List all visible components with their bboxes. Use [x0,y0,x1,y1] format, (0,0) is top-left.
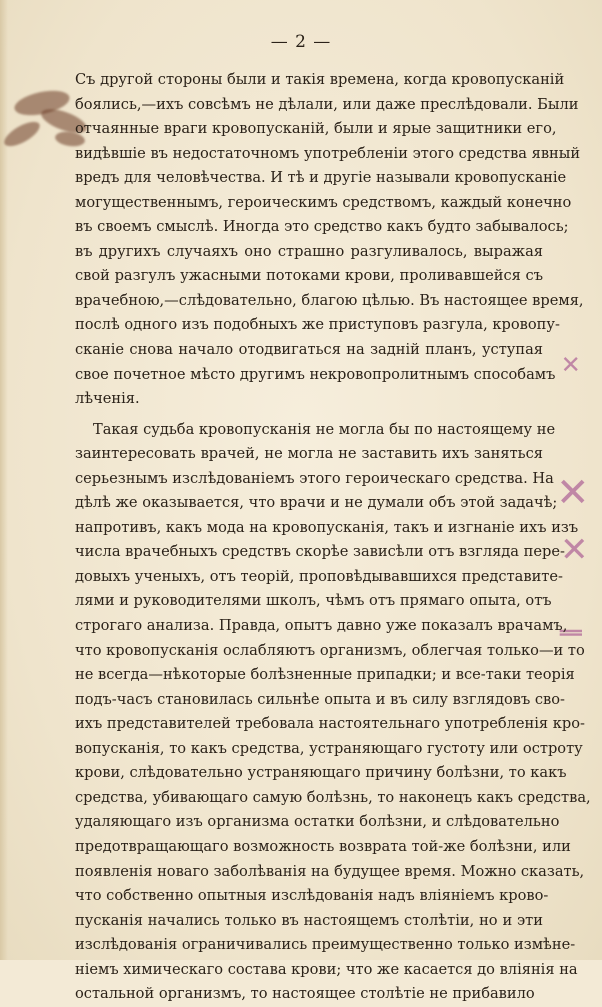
text-line: изслѣдованія ограничивались преимущественно только измѣне- [75,936,576,954]
text-line: свое почетное мѣсто другимъ некровопролитнымъ способамъ [75,365,556,383]
text-line: въ другихъ случаяхъ оно страшно разгуливалось, выражая [75,242,543,260]
text-line: Съ другой стороны были и такія времена, когда кровопусканій [75,71,565,88]
text-line: заинтересовать врачей, не могла не заставить ихъ заняться [75,445,543,463]
text-line: что собственно опытныя изслѣдованія надъ вліяніемъ крово- [75,887,549,905]
text-line: ніемъ химическаго состава крови; что же касается до вліянія на [75,960,578,978]
text-line: подъ-часъ становилась сильнѣе опыта и въ силу взглядовъ сво- [75,690,565,708]
text-line: числа врачебныхъ средствъ скорѣе зависѣли отъ взгляда пере- [75,543,565,561]
text-line: не всегда—нѣкоторые болѣзненные припадки; и все-таки теорія [75,666,575,684]
text-line: крови, слѣдовательно устраняющаго причину болѣзни, то какъ [75,764,567,782]
text-line: могущественнымъ, героическимъ средствомъ, каждый конечно [75,193,572,211]
text-line: предотвращающаго возможность возврата той-же болѣзни, или [75,837,571,855]
text-line: врачебною,—слѣдовательно, благою цѣлью. Въ настоящее время, [75,291,584,309]
text-line: свой разгулъ ужасными потоками крови, проливавшейся съ [75,267,543,285]
text-line: вопусканія, то какъ средства, устраняющаго густоту или остроту [75,739,583,757]
text-line: въ своемъ смыслѣ. Иногда это средство какъ будто забывалось; [75,218,569,236]
text-line: остальной организмъ, то настоящее столѣтіе не прибавило [75,985,535,1003]
text-line: появленія новаго заболѣванія на будущее время. Можно сказать, [75,862,585,880]
text-line: довыхъ ученыхъ, отъ теорій, проповѣдывавшихся представите- [75,567,563,585]
margin-ink-mark: ‖ [559,627,584,638]
page-number: — 2 — [270,32,332,52]
text-line: строгаго анализа. Правда, опытъ давно уже показалъ врачамъ, [75,617,568,635]
text-line: боялись,—ихъ совсѣмъ не дѣлали, или даже преслѣдовали. Были [75,95,579,113]
margin-ink-mark: ✕ [556,353,585,375]
text-line: напротивъ, какъ мода на кровопусканія, такъ и изгнаніе ихъ изъ [75,518,579,536]
text-line: послѣ одного изъ подобныхъ же приступовъ разгула, кровопу- [75,316,560,334]
text-line: средства, убивающаго самую болѣзнь, то наконецъ какъ средства, [75,788,591,806]
text-line: удаляющаго изъ организма остатки болѣзни, и слѣдовательно [75,813,560,831]
text-line: ихъ представителей требовала настоятельнаго употребленія кро- [75,715,585,733]
body-text [75,68,591,1007]
text-line: сканіе снова начало отодвигаться на задній планъ, уступая [75,341,543,359]
margin-ink-mark: ✕ [560,530,589,570]
text-line: отчаянные враги кровопусканій, были и ярые защитники его, [75,120,557,138]
text-line: что кровопусканія ослабляютъ организмъ, облегчая только—и то [75,641,585,659]
text-line: лями и руководителями школъ, чѣмъ отъ прямаго опыта, отъ [75,592,552,610]
margin-ink-mark: ✕ [556,470,590,516]
text-line: лѣченія. [75,390,140,408]
text-line: серьезнымъ изслѣдованіемъ этого героическаго средства. На [75,469,554,487]
text-line: вредъ для человѣчества. И тѣ и другіе называли кровопусканіе [75,169,567,187]
text-line: дѣлѣ же оказывается, что врачи и не думали объ этой задачѣ; [75,494,558,512]
text-line: видѣвшіе въ недостаточномъ употребленіи этого средства явный [75,144,581,162]
text-line: Такая судьба кровопусканія не могла бы по настоящему не [93,420,556,438]
text-line: пусканія начались только въ настоящемъ столѣтіи, но и эти [75,911,543,929]
